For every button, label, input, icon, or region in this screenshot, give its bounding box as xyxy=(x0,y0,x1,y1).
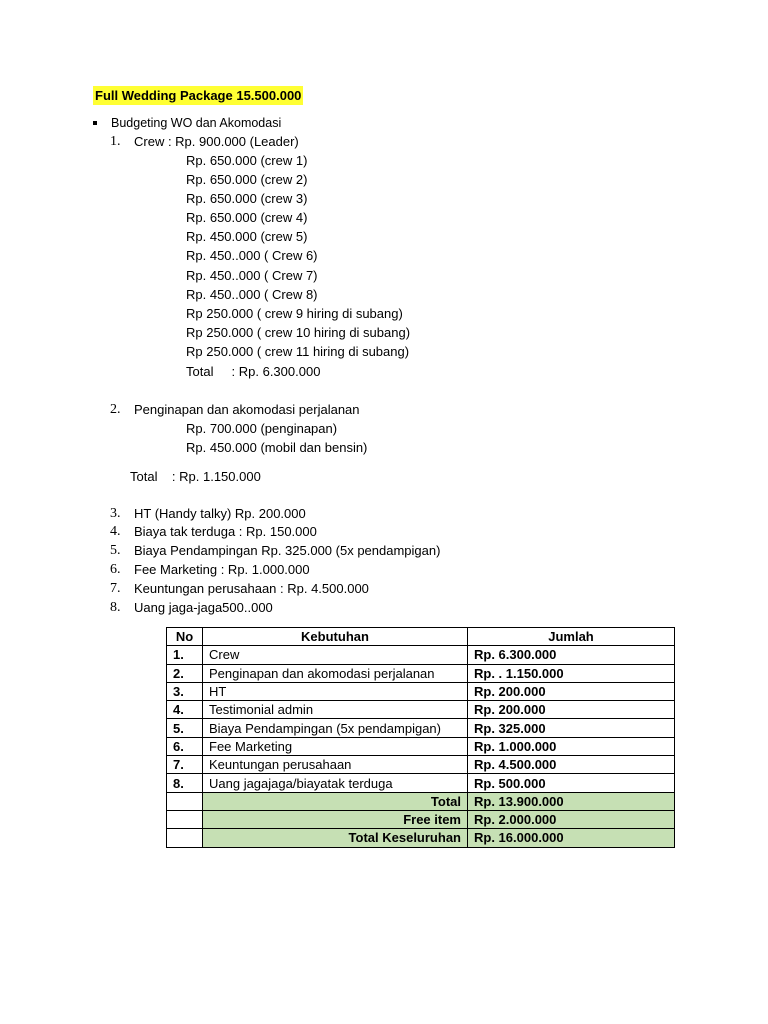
summary-amount: Rp. 13.900.000 xyxy=(468,792,675,810)
row-item: HT xyxy=(203,682,468,700)
crew-total-line: Total : Rp. 6.300.000 xyxy=(186,364,321,379)
table-header-row xyxy=(167,628,675,646)
row-number: 3. xyxy=(167,682,203,700)
row-amount: Rp. . 1.150.000 xyxy=(468,664,675,682)
column-header-no: No xyxy=(167,628,203,646)
row-item: Biaya Pendampingan (5x pendampigan) xyxy=(203,719,468,737)
row-number: 8. xyxy=(167,774,203,792)
crew-sub-line: Rp. 650.000 (crew 2) xyxy=(186,172,308,187)
budget-section-heading xyxy=(93,114,281,132)
crew-leader-line: Crew : Rp. 900.000 (Leader) xyxy=(134,134,299,149)
summary-row-grand-total xyxy=(167,829,675,847)
row-item: Keuntungan perusahaan xyxy=(203,756,468,774)
row-number: 6. xyxy=(167,737,203,755)
crew-sub-line: Rp. 450..000 ( Crew 6) xyxy=(186,248,318,263)
row-number: 4. xyxy=(167,701,203,719)
crew-sub-line: Rp. 450.000 (crew 5) xyxy=(186,229,308,244)
row-amount: Rp. 6.300.000 xyxy=(468,646,675,664)
row-item: Penginapan dan akomodasi perjalanan xyxy=(203,664,468,682)
table-row xyxy=(167,664,675,682)
lodging-line: Penginapan dan akomodasi perjalanan xyxy=(134,402,360,417)
crew-sub-line: Rp. 450..000 ( Crew 8) xyxy=(186,287,318,302)
bullet-square-icon xyxy=(93,121,97,125)
row-number: 5. xyxy=(167,719,203,737)
row-amount: Rp. 200.000 xyxy=(468,701,675,719)
item-number: 5. xyxy=(110,543,121,558)
row-item: Crew xyxy=(203,646,468,664)
lodging-sub-line: Rp. 700.000 (penginapan) xyxy=(186,421,338,436)
row-amount: Rp. 200.000 xyxy=(468,682,675,700)
item-number: 3. xyxy=(110,506,121,521)
budget-section-label: Budgeting WO dan Akomodasi xyxy=(111,116,282,130)
summary-row-free-item xyxy=(167,810,675,828)
row-number: 7. xyxy=(167,756,203,774)
list-item: Keuntungan perusahaan : Rp. 4.500.000 xyxy=(134,581,369,596)
crew-sub-line: Rp 250.000 ( crew 9 hiring di subang) xyxy=(186,306,403,321)
column-header-kebutuhan: Kebutuhan xyxy=(203,628,468,646)
summary-row-total xyxy=(167,792,675,810)
crew-sub-line: Rp. 450..000 ( Crew 7) xyxy=(186,268,318,283)
row-amount: Rp. 1.000.000 xyxy=(468,737,675,755)
crew-sub-line: Rp. 650.000 (crew 3) xyxy=(186,191,308,206)
lodging-sub-line: Rp. 450.000 (mobil dan bensin) xyxy=(186,440,368,455)
package-title: Full Wedding Package 15.500.000 xyxy=(95,88,302,103)
item-number: 6. xyxy=(110,562,121,577)
table-row xyxy=(167,774,675,792)
item-number: 1. xyxy=(110,134,121,149)
column-header-jumlah: Jumlah xyxy=(468,628,675,646)
row-item: Uang jagajaga/biayatak terduga xyxy=(203,774,468,792)
list-item: Uang jaga-jaga500..000 xyxy=(134,600,273,615)
crew-sub-line: Rp 250.000 ( crew 11 hiring di subang) xyxy=(186,344,410,359)
crew-sub-line: Rp 250.000 ( crew 10 hiring di subang) xyxy=(186,325,411,340)
table-row xyxy=(167,737,675,755)
row-amount: Rp. 500.000 xyxy=(468,774,675,792)
item-number: 7. xyxy=(110,581,121,596)
table-row xyxy=(167,719,675,737)
table-row xyxy=(167,682,675,700)
list-item: Biaya Pendampingan Rp. 325.000 (5x pendampigan) xyxy=(134,543,441,558)
list-item: Fee Marketing : Rp. 1.000.000 xyxy=(134,562,310,577)
crew-sub-line: Rp. 650.000 (crew 4) xyxy=(186,210,308,225)
item-number: 4. xyxy=(110,524,121,539)
row-amount: Rp. 4.500.000 xyxy=(468,756,675,774)
row-number: 2. xyxy=(167,664,203,682)
budget-table xyxy=(166,627,675,848)
table-row xyxy=(167,701,675,719)
summary-label: Total Keseluruhan xyxy=(203,829,468,847)
summary-label: Free item xyxy=(203,810,468,828)
item-number: 8. xyxy=(110,600,121,615)
row-item: Fee Marketing xyxy=(203,737,468,755)
row-number: 1. xyxy=(167,646,203,664)
row-amount: Rp. 325.000 xyxy=(468,719,675,737)
summary-amount: Rp. 2.000.000 xyxy=(468,810,675,828)
summary-amount: Rp. 16.000.000 xyxy=(468,829,675,847)
item-number: 2. xyxy=(110,402,121,417)
list-item: HT (Handy talky) Rp. 200.000 xyxy=(134,506,306,521)
row-item: Testimonial admin xyxy=(203,701,468,719)
list-item: Biaya tak terduga : Rp. 150.000 xyxy=(134,524,317,539)
table-row xyxy=(167,646,675,664)
crew-sub-line: Rp. 650.000 (crew 1) xyxy=(186,153,308,168)
summary-label: Total xyxy=(203,792,468,810)
table-row xyxy=(167,756,675,774)
lodging-total-line: Total : Rp. 1.150.000 xyxy=(130,469,261,484)
